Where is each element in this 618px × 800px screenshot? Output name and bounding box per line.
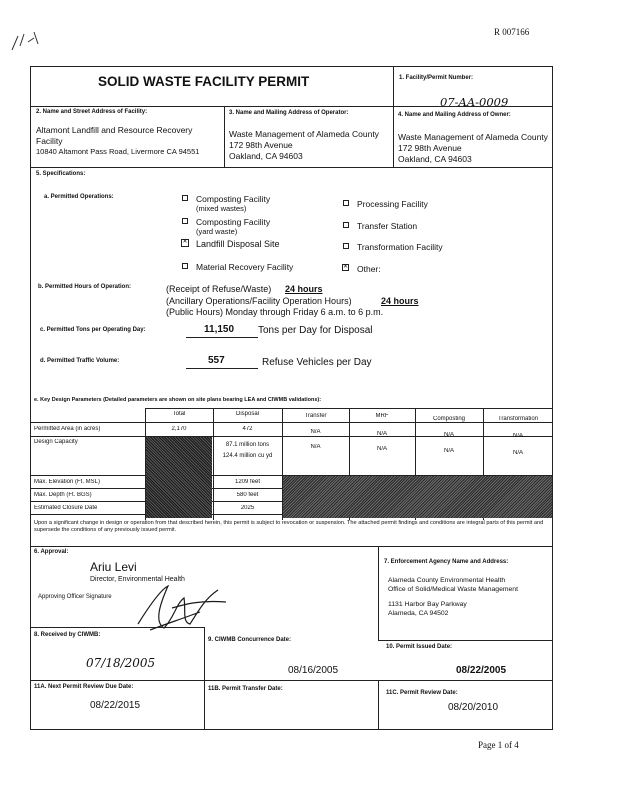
- checkbox-transfer[interactable]: [343, 222, 349, 228]
- header-transfer: Transfer: [304, 413, 327, 419]
- cell-area-mrf: N/A: [376, 431, 387, 437]
- op-composting-mixed-sub: (mixed wastes): [196, 204, 247, 213]
- box2-label: 2. Name and Street Address of Facility:: [36, 109, 148, 115]
- row-label-elevation: Max. Elevation (Ft. MSL): [34, 479, 101, 485]
- received-date: 07/18/2005: [86, 656, 156, 670]
- op-composting-yard: Composting Facility: [196, 217, 271, 227]
- op-landfill: Landfill Disposal Site: [196, 239, 280, 249]
- agency-name: Alameda County Environmental Health: [388, 577, 506, 584]
- owner-city: Oakland, CA 94603: [398, 154, 472, 164]
- hours-refuse-value: 24 hours: [285, 284, 323, 294]
- checkbox-landfill[interactable]: ✕: [182, 239, 188, 245]
- row-label-closure: Estimated Closure Date: [34, 505, 98, 511]
- op-transformation: Transformation Facility: [357, 242, 443, 252]
- hours-label: b. Permitted Hours of Operation:: [38, 284, 132, 290]
- cell-area-total: 2,170: [171, 426, 187, 432]
- box11c-label: 11C. Permit Review Date:: [386, 690, 458, 696]
- next-review-date: 08/22/2015: [90, 700, 141, 711]
- op-processing: Processing Facility: [357, 199, 428, 209]
- document-reference: R 007166: [494, 27, 530, 37]
- hours-ancillary-value: 24 hours: [381, 296, 419, 306]
- cell-capacity-disposal: 87.1 million tons 124.4 million cu yd: [222, 442, 273, 459]
- header-composting: Composting: [432, 416, 465, 422]
- box10-label: 10. Permit Issued Date:: [386, 644, 453, 650]
- owner-name: Waste Management of Alameda County: [398, 132, 548, 142]
- box11a-label: 11A. Next Permit Review Due Date:: [34, 684, 134, 690]
- checkbox-composting-mixed[interactable]: [182, 195, 188, 201]
- cell-capacity-transformation: N/A: [512, 450, 523, 456]
- agency-street: 1131 Harbor Bay Parkway: [388, 601, 467, 608]
- ops-label: a. Permitted Operations:: [44, 194, 114, 200]
- review-date: 08/20/2010: [448, 702, 499, 713]
- cell-area-transfer: N/A: [310, 429, 321, 435]
- header-transformation: Transformation: [497, 416, 539, 422]
- facility-number: 07-AA-0009: [440, 95, 509, 109]
- table-footnote: Upon a significant change in design or operation from that described herein, this permit is subject to revocation or suspension. The attached permit findings and conditions are integral parts of this permit and supersede the conditions of any previously issued permit.: [34, 520, 544, 533]
- page-title: SOLID WASTE FACILITY PERMIT: [98, 74, 310, 89]
- page-number: Page 1 of 4: [478, 740, 519, 750]
- traffic-value: 557: [208, 355, 225, 366]
- approval-label: 6. Approval:: [34, 549, 69, 555]
- op-composting-yard-sub: (yard waste): [196, 227, 238, 236]
- cell-capacity-mrf: N/A: [376, 446, 387, 452]
- checkbox-processing[interactable]: [343, 200, 349, 206]
- owner-street: 172 98th Avenue: [398, 143, 462, 153]
- row-label-capacity: Design Capacity: [34, 439, 78, 445]
- approver-title: Director, Environmental Health: [90, 576, 185, 583]
- hours-public: (Public Hours) Monday through Friday 6 a.m. to 6 p.m.: [166, 307, 384, 317]
- tons-label: c. Permitted Tons per Operating Day:: [40, 327, 146, 333]
- box1-label: 1. Facility/Permit Number:: [399, 75, 474, 81]
- cell-depth-disposal: 580 feet: [236, 492, 259, 498]
- header-disposal: Disposal: [235, 411, 259, 417]
- op-other: Other:: [357, 264, 381, 274]
- traffic-label: d. Permitted Traffic Volume:: [40, 358, 120, 364]
- row-label-area: Permitted Area (in acres): [34, 426, 101, 432]
- signature: [130, 578, 230, 634]
- box9-label: 9. CIWMB Concurrence Date:: [208, 637, 292, 643]
- checkbox-other[interactable]: ✕: [343, 264, 349, 270]
- specs-label: 5. Specifications:: [36, 171, 86, 177]
- redaction-other: [283, 476, 552, 518]
- operator-city: Oakland, CA 94603: [229, 151, 303, 161]
- cell-elevation-disposal: 1209 feet: [234, 479, 261, 485]
- box7-label: 7. Enforcement Agency Name and Address:: [384, 559, 509, 565]
- checkbox-composting-yard[interactable]: [182, 218, 188, 224]
- box3-label: 3. Name and Mailing Address of Operator:: [229, 110, 349, 116]
- box11b-label: 11B. Permit Transfer Date:: [208, 686, 283, 692]
- row-label-depth: Max. Depth (Ft. BGS): [34, 492, 92, 498]
- op-mrf: Material Recovery Facility: [196, 262, 294, 272]
- design-label: e. Key Design Parameters (Detailed parameters are shown on site plans bearing LEA and CIWMB validations):: [34, 397, 322, 403]
- cell-capacity-transfer: N/A: [310, 444, 321, 450]
- operator-street: 172 98th Avenue: [229, 140, 293, 150]
- facility-name: Altamont Landfill and Resource Recovery: [36, 125, 193, 135]
- box8-label: 8. Received by CIWMB:: [34, 632, 101, 638]
- operator-name: Waste Management of Alameda County: [229, 129, 379, 139]
- header-mrf: MRF: [375, 413, 389, 419]
- hours-ancillary: (Ancillary Operations/Facility Operation Hours): [166, 296, 352, 306]
- cell-area-composting: N/A: [443, 432, 454, 438]
- agency-office: Office of Solid/Medical Waste Management: [388, 586, 518, 593]
- tons-value: 11,150: [204, 324, 235, 335]
- facility-name-2: Facility: [36, 136, 63, 146]
- cell-closure-disposal: 2025: [240, 505, 255, 511]
- cell-area-transformation: N/A: [512, 433, 523, 439]
- checkbox-mrf[interactable]: [182, 263, 188, 269]
- box4-label: 4. Name and Mailing Address of Owner:: [398, 112, 511, 118]
- signature-label: Approving Officer Signature: [38, 594, 112, 600]
- op-transfer: Transfer Station: [357, 221, 418, 231]
- approver-name: Ariu Levi: [90, 560, 137, 574]
- redaction-total: [146, 437, 212, 518]
- traffic-text: Refuse Vehicles per Day: [262, 357, 372, 368]
- tons-text: Tons per Day for Disposal: [258, 325, 373, 336]
- op-composting-mixed: Composting Facility: [196, 194, 271, 204]
- facility-address: 10840 Altamont Pass Road, Livermore CA 94551: [36, 147, 200, 156]
- checkbox-transformation[interactable]: [343, 243, 349, 249]
- agency-city: Alameda, CA 94502: [388, 610, 449, 617]
- concurrence-date: 08/16/2005: [288, 665, 339, 676]
- stray-handwriting: [8, 28, 48, 68]
- hours-refuse: (Receipt of Refuse/Waste): [166, 284, 272, 294]
- cell-area-disposal: 472: [242, 426, 253, 432]
- cell-capacity-composting: N/A: [443, 448, 454, 454]
- issued-date: 08/22/2005: [456, 665, 507, 676]
- header-total: Total: [172, 411, 186, 417]
